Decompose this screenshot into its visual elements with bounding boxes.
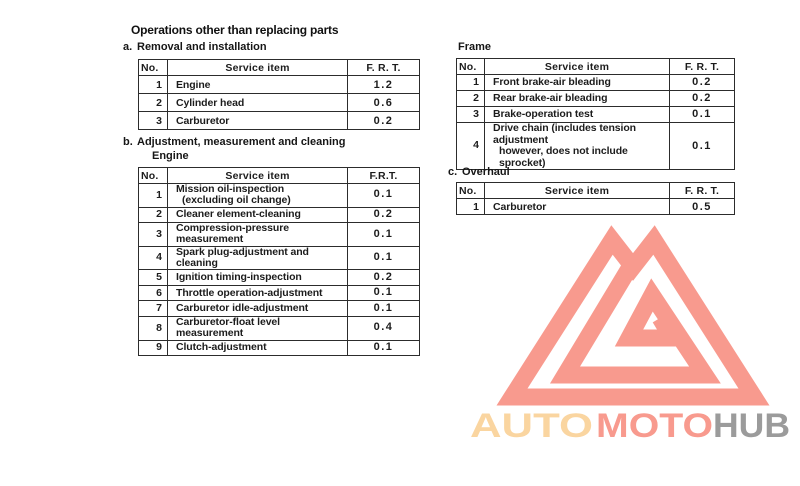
cell-frt: 0.4: [348, 316, 420, 340]
engine-sublabel: Engine: [152, 150, 189, 162]
item-line: Cleaner element-cleaning: [176, 208, 301, 221]
header-row: [457, 183, 735, 199]
item-line: Throttle operation-adjustment: [176, 286, 323, 299]
cell-no: 3: [139, 223, 168, 247]
cell-item: [485, 91, 670, 107]
col-header-frt: F. R. T.: [670, 59, 735, 75]
cell-no: 7: [139, 301, 168, 317]
cell-frt: 0.1: [348, 246, 420, 270]
item-line: Drive chain (includes tension adjustment: [493, 122, 636, 146]
cell-item: [168, 207, 348, 223]
table-row: [457, 123, 735, 170]
cell-item: [168, 184, 348, 208]
table-row: [139, 223, 420, 247]
cell-frt: 0.1: [348, 285, 420, 301]
adjustment-cleaning-table: [138, 167, 420, 356]
section-b-label: Adjustment, measurement and cleaning: [137, 136, 346, 148]
table-row: [139, 301, 420, 317]
cell-item: [168, 340, 348, 356]
cell-no: 8: [139, 316, 168, 340]
cell-frt: 0.2: [670, 75, 735, 91]
item-line: Front brake-air bleading: [493, 75, 611, 88]
table-row: [457, 91, 735, 107]
item-line: Brake-operation test: [493, 107, 594, 120]
cell-frt: 0.1: [348, 223, 420, 247]
cell-frt: 0.1: [670, 107, 735, 123]
cell-frt: 0.2: [670, 91, 735, 107]
frame-table: [456, 58, 735, 170]
cell-no: 2: [139, 94, 168, 112]
item-line: Carburetor: [176, 114, 230, 127]
col-header-item: Service item: [168, 168, 348, 184]
cell-no: 1: [457, 199, 485, 215]
cell-no: 1: [139, 76, 168, 94]
cell-item: [168, 285, 348, 301]
logo-word-hub: HUB: [713, 407, 790, 445]
section-a-prefix: a.: [123, 41, 133, 53]
cell-no: 4: [457, 123, 485, 170]
cell-item: [485, 75, 670, 91]
item-line: Clutch-adjustment: [176, 341, 267, 354]
logo-word-auto: AUTO: [470, 407, 593, 445]
item-line: Spark plug-adjustment and cleaning: [176, 246, 309, 270]
col-header-frt: F. R. T.: [670, 183, 735, 199]
table-row: [139, 76, 420, 94]
cell-no: 1: [139, 184, 168, 208]
cell-item: [168, 76, 348, 94]
cell-frt: 0.1: [348, 301, 420, 317]
section-c-label: Overhaul: [462, 166, 510, 178]
table-row: [139, 285, 420, 301]
item-line: (excluding oil change): [182, 194, 291, 207]
cell-item: [168, 94, 348, 112]
cell-frt: 1.2: [348, 76, 420, 94]
section-b-heading: [123, 136, 345, 148]
cell-frt: 0.2: [348, 207, 420, 223]
col-header-frt: F.R.T.: [348, 168, 420, 184]
table-row: [139, 184, 420, 208]
table-row: [457, 75, 735, 91]
table-row: [139, 112, 420, 130]
removal-installation-table: [138, 59, 420, 130]
cell-item: [168, 316, 348, 340]
table-row: [139, 340, 420, 356]
cell-item: [168, 223, 348, 247]
frame-sublabel: Frame: [458, 41, 492, 53]
item-line: however, does not include sprocket): [499, 145, 628, 169]
item-line: Rear brake-air bleading: [493, 91, 608, 104]
cell-frt: 0.1: [670, 123, 735, 170]
cell-no: 6: [139, 285, 168, 301]
table-row: [139, 270, 420, 286]
col-header-item: Service item: [485, 183, 670, 199]
header-row: [139, 168, 420, 184]
cell-item: [168, 112, 348, 130]
cell-item: [168, 246, 348, 270]
section-a-label: Removal and installation: [137, 41, 267, 53]
automotohub-logo: [460, 222, 795, 444]
page-title: Operations other than replacing parts: [131, 23, 339, 37]
cell-frt: 0.5: [670, 199, 735, 215]
table-row: [457, 107, 735, 123]
cell-no: 5: [139, 270, 168, 286]
cell-item: [485, 107, 670, 123]
section-b-prefix: b.: [123, 136, 133, 148]
logo-wordmark: [470, 407, 790, 445]
cell-no: 3: [457, 107, 485, 123]
cell-frt: 0.1: [348, 184, 420, 208]
cell-frt: 0.1: [348, 340, 420, 356]
header-row: [139, 60, 420, 76]
table-row: [139, 94, 420, 112]
section-a-heading: [123, 41, 267, 53]
cell-no: 2: [139, 207, 168, 223]
col-header-frt: F. R. T.: [348, 60, 420, 76]
cell-frt: 0.2: [348, 270, 420, 286]
item-line: Carburetor idle-adjustment: [176, 302, 309, 315]
item-line: Ignition timing-inspection: [176, 271, 302, 284]
col-header-no: No.: [457, 183, 485, 199]
col-header-item: Service item: [168, 60, 348, 76]
table-row: [139, 246, 420, 270]
item-line: Compression-pressure measurement: [176, 222, 289, 246]
cell-no: 4: [139, 246, 168, 270]
col-header-no: No.: [139, 60, 168, 76]
cell-no: 1: [457, 75, 485, 91]
col-header-no: No.: [457, 59, 485, 75]
cell-frt: 0.6: [348, 94, 420, 112]
cell-item: [168, 301, 348, 317]
cell-item: [168, 270, 348, 286]
cell-no: 9: [139, 340, 168, 356]
overhaul-table: [456, 182, 735, 215]
table-row: [457, 199, 735, 215]
cell-no: 3: [139, 112, 168, 130]
item-line: Mission oil-inspection: [176, 183, 285, 195]
cell-frt: 0.2: [348, 112, 420, 130]
col-header-no: No.: [139, 168, 168, 184]
table-row: [139, 316, 420, 340]
logo-word-moto: MOTO: [596, 407, 713, 445]
item-line: Cylinder head: [176, 96, 245, 109]
section-c-heading: [448, 166, 510, 178]
col-header-item: Service item: [485, 59, 670, 75]
header-row: [457, 59, 735, 75]
cell-item: [485, 199, 670, 215]
table-row: [139, 207, 420, 223]
item-line: Carburetor-float level measurement: [176, 316, 280, 340]
cell-item: [485, 123, 670, 170]
cell-no: 2: [457, 91, 485, 107]
section-c-prefix: c.: [448, 166, 458, 178]
item-line: Carburetor: [493, 200, 547, 213]
item-line: Engine: [176, 78, 211, 91]
